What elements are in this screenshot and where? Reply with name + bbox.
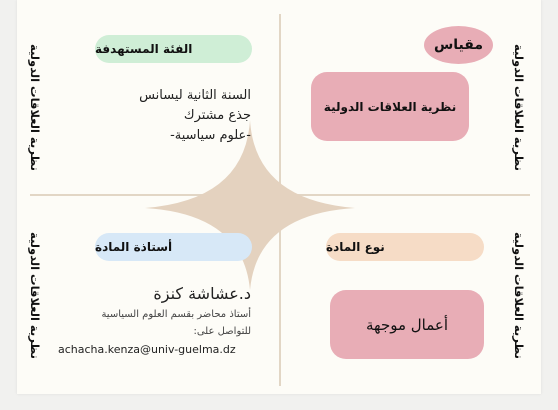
side-label-left-bottom: نظرية العلاقات الدولية	[28, 232, 42, 359]
teacher-position: أستاذ محاضر بقسم العلوم السياسية	[101, 309, 251, 320]
target-audience-pill	[95, 35, 252, 63]
teacher-email[interactable]: achacha.kenza@univ-guelma.dz	[58, 343, 236, 356]
target-line-2: جذع مشترك	[183, 108, 251, 123]
target-audience-lines	[139, 86, 251, 146]
target-line-1: السنة الثانية ليسانس	[139, 88, 251, 103]
measure-label: مقياس	[433, 37, 484, 53]
side-label-right-bottom: نظرية العلاقات الدولية	[512, 232, 526, 359]
measure-title-box	[311, 72, 469, 141]
target-line-3: -علوم سياسية-	[170, 128, 251, 143]
measure-badge	[424, 26, 493, 64]
subject-type-value: أعمال موجهة	[365, 315, 449, 334]
measure-title: نظرية العلاقات الدولية	[323, 99, 457, 114]
subject-type-box	[330, 290, 484, 359]
target-audience-label: الفئة المستهدفة	[95, 42, 193, 56]
subject-type-label: نوع المادة	[326, 240, 385, 254]
side-label-right-top: نظرية العلاقات الدولية	[512, 44, 526, 171]
teacher-label: أستاذة المادة	[95, 240, 173, 254]
side-label-left-top: نظرية العلاقات الدولية	[28, 44, 42, 171]
teacher-name: د.عشاشة كنزة	[153, 284, 251, 303]
teacher-contact-label: للتواصل على:	[193, 326, 251, 337]
teacher-pill	[95, 233, 252, 261]
subject-type-pill	[326, 233, 484, 261]
